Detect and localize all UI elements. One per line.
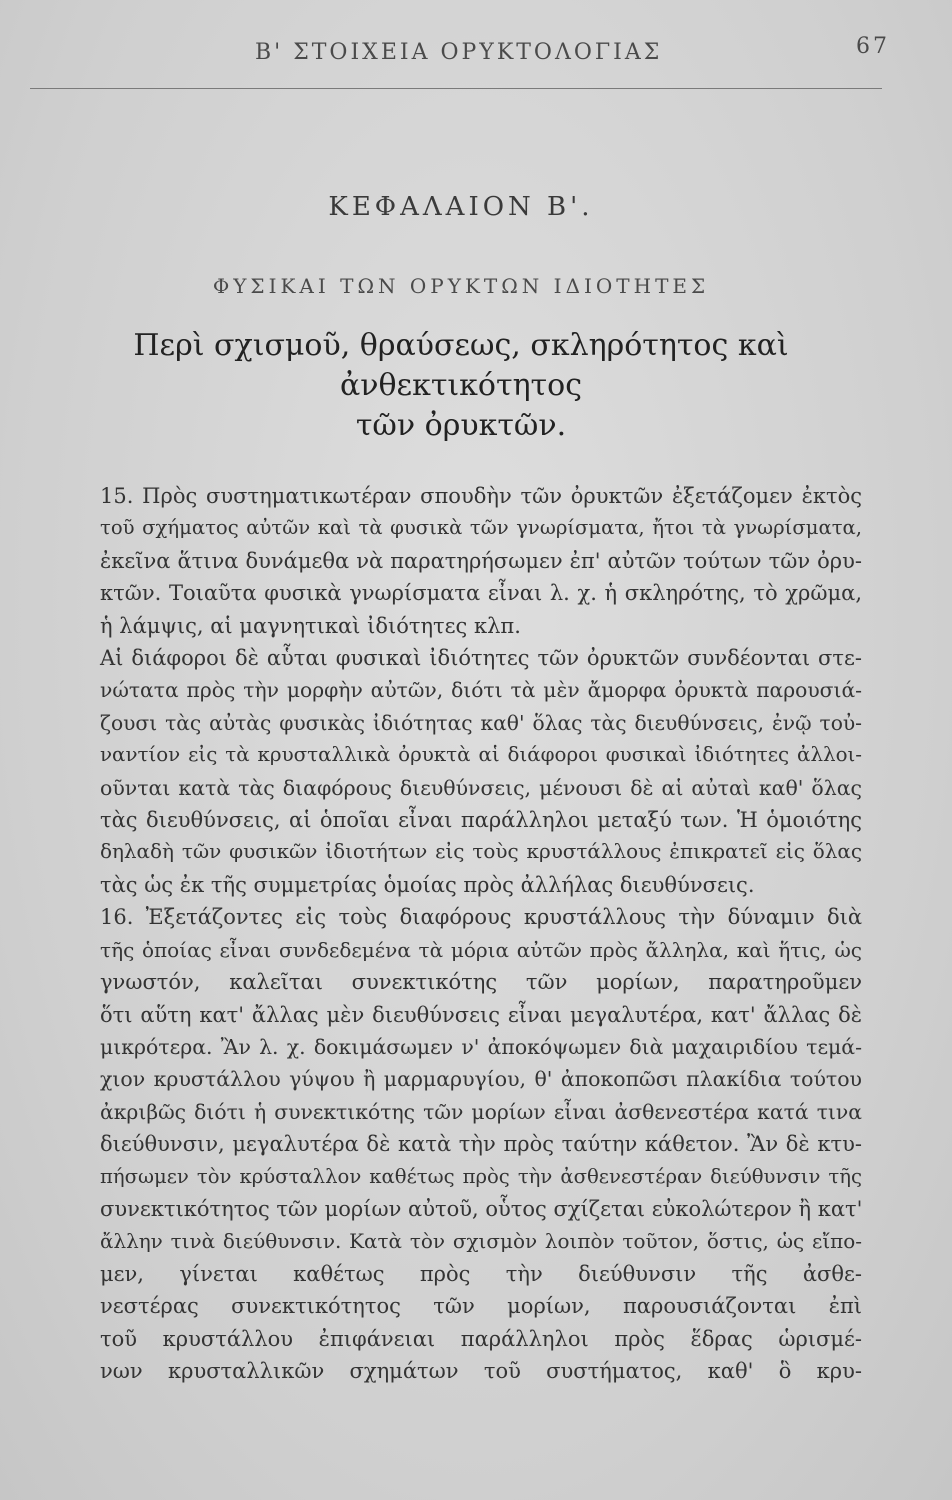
text-line: οῦνται κατὰ τὰς διαφόρους διευθύνσεις, μένουσι δὲ αἱ αὐταὶ καθ' ὅλας bbox=[100, 775, 862, 800]
text-line: νώτατα πρὸς τὴν μορφὴν αὐτῶν, διότι τὰ μὲν ἄμορφα ὀρυκτὰ παρουσιά- bbox=[100, 678, 862, 703]
text-line: 15. Πρὸς συστηματικωτέραν σπουδὴν τῶν ὀρυκτῶν ἐξετάζομεν ἐκτὸς bbox=[100, 484, 862, 508]
text-line: τοῦ σχήματος αὐτῶν καὶ τὰ φυσικὰ τῶν γνωρίσματα, ἤτοι τὰ γνωρίσματα, bbox=[100, 516, 862, 540]
text-line: ζουσι τὰς αὐτὰς φυσικὰς ἰδιότητας καθ' ὅλας τὰς διευθύνσεις, ἐνῷ τοὐ- bbox=[100, 710, 862, 735]
section-title-line: τῶν ὀρυκτῶν. bbox=[355, 408, 567, 443]
text-line: τῆς ὁποίας εἶναι συνδεδεμένα τὰ μόρια αὐτῶν πρὸς ἄλληλα, καὶ ἥτις, ὡς bbox=[100, 937, 862, 962]
text-line: χιον κρυστάλλου γύψου ἢ μαρμαρυγίου, θ' ἀποκοπῶσι πλακίδια τούτου bbox=[100, 1067, 862, 1092]
text-line: τὰς διευθύνσεις, αἱ ὁποῖαι εἶναι παράλληλοι μεταξύ των. Ἡ ὁμοιότης bbox=[100, 808, 862, 833]
chapter-heading: ΚΕΦΑΛΑΙΟΝ Β'. bbox=[328, 192, 594, 222]
text-line: ἄλλην τινὰ διεύθυνσιν. Κατὰ τὸν σχισμὸν λοιπὸν τοῦτον, ὅστις, ὡς εἴπο- bbox=[100, 1229, 862, 1254]
text-line: νεστέρας συνεκτικότητος τῶν μορίων, παρουσιάζονται ἐπὶ bbox=[100, 1294, 862, 1319]
body-text bbox=[60, 480, 862, 1387]
text-line: γνωστόν, καλεῖται συνεκτικότης τῶν μορίων, παρατηροῦμεν bbox=[100, 970, 862, 995]
text-line: διεύθυνσιν, μεγαλυτέρα δὲ κατὰ τὴν πρὸς ταύτην κάθετον. Ἂν δὲ κτυ- bbox=[100, 1132, 862, 1157]
section-title bbox=[60, 326, 862, 446]
page-number: 67 bbox=[856, 34, 890, 59]
text-line: δηλαδὴ τῶν φυσικῶν ἰδιοτήτων εἰς τοὺς κρυστάλλους ἐπικρατεῖ εἰς ὅλας bbox=[100, 840, 862, 864]
text-line: νων κρυσταλλικῶν σχημάτων τοῦ συστήματος, καθ' ὃ κρυ- bbox=[100, 1358, 862, 1383]
section-title-line: Περὶ σχισμοῦ, θραύσεως, σκληρότητος καὶ ἀνθεκτικότητος bbox=[133, 328, 789, 403]
paragraph bbox=[60, 480, 862, 642]
text-line: μικρότερα. Ἂν λ. χ. δοκιμάσωμεν ν' ἀποκόψωμεν διὰ μαχαιριδίου τεμά- bbox=[100, 1034, 862, 1059]
text-line: μεν, γίνεται καθέτως πρὸς τὴν διεύθυνσιν τῆς ἀσθε- bbox=[100, 1261, 862, 1286]
text-line: ἀκριβῶς διότι ἡ συνεκτικότης τῶν μορίων εἶναι ἀσθενεστέρα κατά τινα bbox=[100, 1099, 862, 1124]
text-line: τοῦ κρυστάλλου ἐπιφάνειαι παράλληλοι πρὸς ἕδρας ὡρισμέ- bbox=[100, 1326, 862, 1351]
paragraph bbox=[60, 901, 862, 1387]
text-line: ναντίον εἰς τὰ κρυσταλλικὰ ὀρυκτὰ αἱ διάφοροι φυσικαὶ ἰδιότητες ἀλλοι- bbox=[100, 743, 862, 767]
paragraph bbox=[60, 642, 862, 901]
text-line: συνεκτικότητος τῶν μορίων αὐτοῦ, οὗτος σχίζεται εὐκολώτερον ἢ κατ' bbox=[100, 1196, 863, 1221]
text-line: Αἱ διάφοροι δὲ αὗται φυσικαὶ ἰδιότητες τῶν ὀρυκτῶν συνδέονται στε- bbox=[100, 646, 862, 671]
text-line: ἡ λάμψις, αἱ μαγνητικαὶ ἰδιότητες κλπ. bbox=[100, 613, 521, 638]
text-line: ὅτι αὕτη κατ' ἄλλας μὲν διευθύνσεις εἶναι μεγαλυτέρα, κατ' ἄλλας δὲ bbox=[100, 1002, 862, 1027]
header-rule bbox=[30, 88, 882, 89]
text-line: 16. Ἐξετάζοντες εἰς τοὺς διαφόρους κρυστάλλους τὴν δύναμιν διὰ bbox=[100, 905, 862, 930]
chapter-subheading: ΦΥΣΙΚΑΙ ΤΩΝ ΟΡΥΚΤΩΝ ΙΔΙΟΤΗΤΕΣ bbox=[212, 274, 710, 298]
running-head bbox=[60, 32, 890, 72]
text-line: τὰς ὡς ἐκ τῆς συμμετρίας ὁμοίας πρὸς ἀλλήλας διευθύνσεις. bbox=[100, 872, 755, 897]
running-head-title: Β' ΣΤΟΙΧΕΙΑ ΟΡΥΚΤΟΛΟΓΙΑΣ bbox=[255, 40, 663, 65]
text-line: πήσωμεν τὸν κρύσταλλον καθέτως πρὸς τὴν ἀσθενεστέραν διεύθυνσιν τῆς bbox=[100, 1164, 862, 1188]
text-line: ἐκεῖνα ἅτινα δυνάμεθα νὰ παρατηρήσωμεν ἐπ' αὐτῶν τούτων τῶν ὀρυ- bbox=[100, 548, 862, 573]
text-line: κτῶν. Τοιαῦτα φυσικὰ γνωρίσματα εἶναι λ. χ. ἡ σκληρότης, τὸ χρῶμα, bbox=[100, 581, 862, 606]
